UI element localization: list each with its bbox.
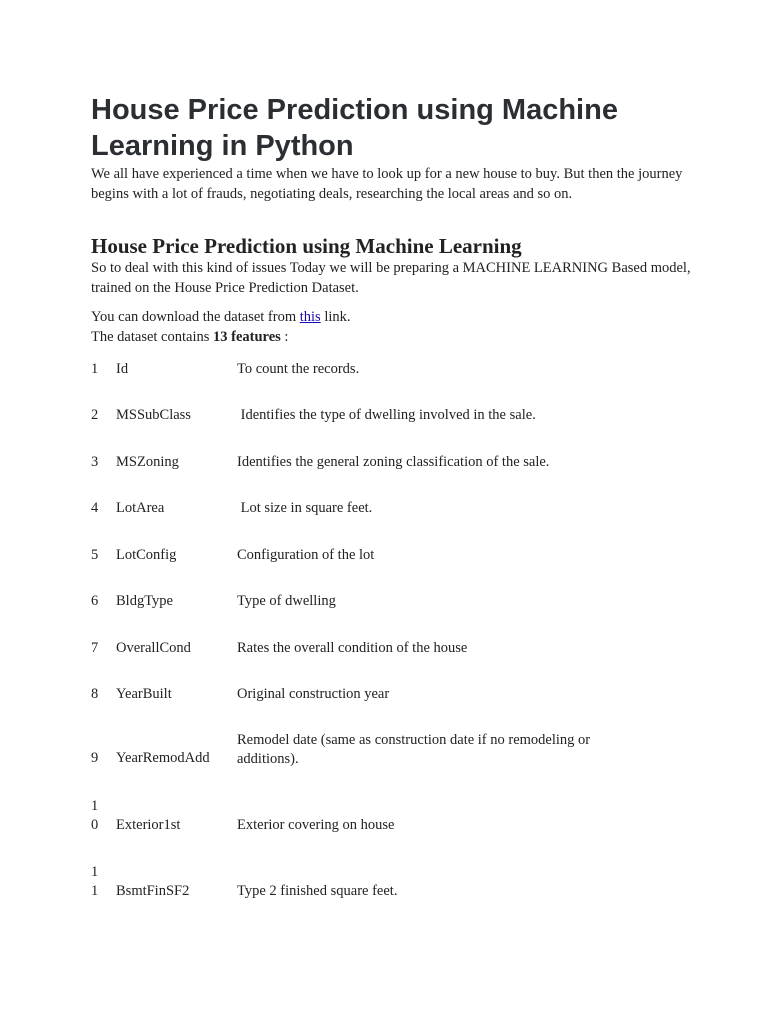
feature-description: Exterior covering on house bbox=[237, 817, 395, 833]
feature-description: To count the records. bbox=[237, 361, 360, 377]
feature-description: Original construction year bbox=[237, 686, 390, 702]
feature-description: Lot size in square feet. bbox=[237, 500, 373, 516]
feature-name: MSSubClass bbox=[116, 407, 191, 423]
feature-number: 7 bbox=[91, 640, 99, 656]
feature-description: Configuration of the lot bbox=[237, 547, 375, 563]
feature-name: Id bbox=[116, 361, 129, 377]
feature-number: 5 bbox=[91, 547, 99, 563]
feature-number: 8 bbox=[91, 686, 99, 702]
feature-number: 1 0 bbox=[91, 798, 99, 833]
feature-description: Identifies the type of dwelling involved in the sale. bbox=[237, 407, 536, 423]
features-suffix: : bbox=[280, 329, 289, 345]
feature-description: Type of dwelling bbox=[237, 593, 336, 609]
feature-name: MSZoning bbox=[116, 454, 179, 470]
feature-number: 9 bbox=[91, 750, 99, 766]
section-heading: House Price Prediction using Machine Learning bbox=[91, 234, 522, 258]
feature-name: YearRemodAdd bbox=[116, 750, 210, 766]
download-suffix: link. bbox=[320, 309, 351, 325]
feature-name: BsmtFinSF2 bbox=[116, 883, 190, 899]
feature-name: OverallCond bbox=[116, 640, 191, 656]
feature-number: 6 bbox=[91, 593, 99, 609]
features-count: 13 features bbox=[213, 329, 281, 345]
intro-paragraph: We all have experienced a time when we have to look up for a new house to buy. But then the journey begins with a lot of frauds, negotiating deals, researching the local areas and so on. bbox=[91, 166, 683, 202]
feature-number: 3 bbox=[91, 454, 99, 470]
feature-number: 2 bbox=[91, 407, 99, 423]
page-title: House Price Prediction using Machine Learning in Python bbox=[91, 94, 618, 162]
download-prefix: You can download the dataset from bbox=[91, 309, 300, 325]
feature-description: Remodel date (same as construction date if no remodeling or additions). bbox=[237, 732, 591, 767]
feature-name: Exterior1st bbox=[116, 817, 181, 833]
model-paragraph: So to deal with this kind of issues Today we will be preparing a MACHINE LEARNING Based model, trained on the House Price Prediction Dataset. bbox=[91, 260, 691, 296]
dataset-link[interactable]: this bbox=[299, 309, 321, 325]
feature-description: Type 2 finished square feet. bbox=[237, 883, 398, 899]
feature-description: Identifies the general zoning classification of the sale. bbox=[237, 454, 550, 470]
feature-name: LotArea bbox=[116, 500, 165, 516]
feature-name: YearBuilt bbox=[116, 686, 172, 702]
feature-name: BldgType bbox=[116, 593, 173, 609]
feature-number: 1 1 bbox=[91, 864, 99, 899]
feature-number: 4 bbox=[91, 500, 99, 516]
features-prefix: The dataset contains bbox=[91, 329, 213, 345]
feature-name: LotConfig bbox=[116, 547, 177, 563]
feature-description: Rates the overall condition of the house bbox=[237, 640, 468, 656]
download-line bbox=[91, 307, 691, 327]
features-line bbox=[91, 327, 691, 347]
feature-number: 1 bbox=[91, 361, 99, 377]
